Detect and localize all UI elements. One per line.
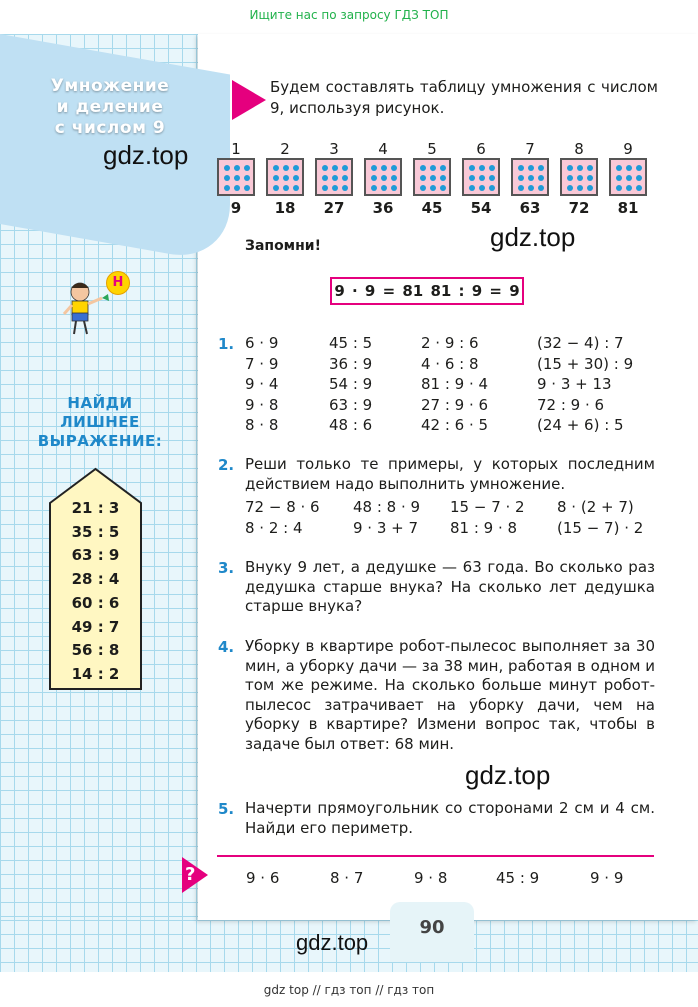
- dot: [430, 175, 436, 181]
- house-expressions: [48, 497, 143, 687]
- product-label: 81: [617, 199, 639, 217]
- quiz-item: 45 : 9: [496, 869, 540, 887]
- watermark: gdz.top: [465, 760, 551, 790]
- dot: [587, 185, 593, 191]
- hint-badge: Н: [106, 271, 130, 295]
- expression: 4 · 6 : 8: [421, 354, 479, 373]
- expression: 36 : 9: [329, 354, 373, 373]
- exercise-number: 5.: [218, 800, 235, 818]
- exercise-number: 1.: [218, 335, 235, 353]
- watermark: gdz.top: [490, 222, 576, 252]
- top-banner: Ищите нас по запросу ГДЗ ТОП: [249, 8, 449, 22]
- topic-line: с числом 9: [54, 118, 166, 138]
- find-extra-title: [30, 394, 170, 451]
- dot-grid-icon: [315, 158, 353, 196]
- dot: [489, 185, 495, 191]
- topic-line: и деление: [56, 97, 164, 117]
- dot: [273, 185, 279, 191]
- ex2-column: [245, 497, 320, 538]
- dot: [293, 185, 299, 191]
- product-label: 72: [568, 199, 590, 217]
- dot: [224, 185, 230, 191]
- dot: [273, 175, 279, 181]
- dot: [538, 175, 544, 181]
- expression: (15 − 7) · 2: [557, 518, 644, 537]
- dot: [636, 175, 642, 181]
- dot-square: [557, 140, 601, 218]
- dot: [469, 165, 475, 171]
- exercise-number: 3.: [218, 559, 235, 577]
- dot: [430, 165, 436, 171]
- expression: (15 + 30) : 9: [537, 354, 634, 373]
- dot: [430, 185, 436, 191]
- dot: [244, 185, 250, 191]
- dot: [371, 175, 377, 181]
- expression: 8 · 8: [245, 416, 279, 434]
- dot: [479, 175, 485, 181]
- dot: [636, 185, 642, 191]
- dot: [518, 165, 524, 171]
- expression: 45 : 5: [329, 334, 373, 352]
- factor-label: 1: [231, 140, 241, 158]
- expression: 48 : 6: [329, 416, 373, 434]
- expression: 9 · 3 + 13: [537, 375, 612, 393]
- expression: 8 · (2 + 7): [557, 498, 634, 516]
- dot: [342, 165, 348, 171]
- dot: [381, 185, 387, 191]
- expression: 63 : 9: [329, 395, 373, 414]
- dot: [283, 165, 289, 171]
- factor-label: 9: [623, 140, 633, 158]
- dot: [626, 165, 632, 171]
- expression: 48 : 8 · 9: [353, 498, 421, 516]
- expression: (24 + 6) : 5: [537, 416, 624, 434]
- dot: [528, 165, 534, 171]
- dot: [479, 165, 485, 171]
- dot: [538, 185, 544, 191]
- dot-square: [312, 140, 356, 218]
- dot-square: [508, 140, 552, 218]
- dot: [626, 185, 632, 191]
- dot: [224, 175, 230, 181]
- dot: [469, 185, 475, 191]
- ex2-column: [450, 497, 525, 538]
- dot-grid-icon: [364, 158, 402, 196]
- house-expression: 28 : 4: [71, 570, 120, 589]
- quiz-item: 9 · 9: [590, 869, 624, 887]
- dot: [440, 185, 446, 191]
- dot: [616, 175, 622, 181]
- expression: 81 : 9 · 4: [421, 375, 489, 393]
- ex1-column: [421, 333, 488, 436]
- product-label: 45: [421, 199, 443, 217]
- boy-figure-icon: [62, 268, 142, 343]
- expression: 42 : 6 · 5: [421, 416, 489, 434]
- expression: 6 · 9: [245, 334, 279, 352]
- dot: [224, 165, 230, 171]
- dot: [283, 185, 289, 191]
- dot: [587, 175, 593, 181]
- dot-grid-icon: [413, 158, 451, 196]
- expression: 2 · 9 : 6: [421, 334, 479, 352]
- dot: [234, 175, 240, 181]
- dot: [489, 175, 495, 181]
- section-arrow-icon: [232, 80, 266, 120]
- product-label: 54: [470, 199, 492, 217]
- dot: [234, 185, 240, 191]
- dot-square: [361, 140, 405, 218]
- house-expression: 60 : 6: [71, 593, 120, 612]
- remember-heading: Запомни!: [245, 238, 321, 254]
- house-expression: 63 : 9: [71, 546, 120, 565]
- quiz-divider: [217, 855, 654, 857]
- quiz-item: 8 · 7: [330, 869, 364, 887]
- dot: [518, 185, 524, 191]
- factor-label: 8: [574, 140, 584, 158]
- quiz-item: 9 · 6: [246, 869, 280, 887]
- expression: 8 · 2 : 4: [245, 518, 303, 537]
- expression: 15 − 7 · 2: [450, 498, 525, 516]
- dot: [528, 175, 534, 181]
- house-expression: 56 : 8: [71, 641, 120, 660]
- dot: [322, 175, 328, 181]
- dot: [469, 175, 475, 181]
- dot: [577, 175, 583, 181]
- quiz-item: 9 · 8: [414, 869, 448, 887]
- dot: [420, 175, 426, 181]
- expression: 9 · 3 + 7: [353, 518, 419, 537]
- find-extra-title-line: ВЫРАЖЕНИЕ:: [37, 432, 163, 450]
- dot: [332, 185, 338, 191]
- dot: [391, 175, 397, 181]
- product-label: 18: [274, 199, 296, 217]
- exercise-text: Реши только те примеры, у которых последним действием надо выполнить умножение.: [245, 455, 655, 493]
- product-label: 63: [519, 199, 541, 217]
- factor-label: 6: [476, 140, 486, 158]
- dot: [322, 185, 328, 191]
- dot-square: [410, 140, 454, 218]
- dot: [577, 165, 583, 171]
- dot: [420, 165, 426, 171]
- factor-label: 7: [525, 140, 535, 158]
- dot: [283, 175, 289, 181]
- topic-line: Умножение: [50, 76, 170, 96]
- question-icon: [180, 857, 210, 893]
- dot-grid-icon: [217, 158, 255, 196]
- factor-label: 4: [378, 140, 388, 158]
- page-number: 90: [419, 917, 445, 938]
- dot: [567, 185, 573, 191]
- product-label: 27: [323, 199, 345, 217]
- ex1-column: [537, 333, 633, 436]
- dot: [528, 185, 534, 191]
- factor-label: 5: [427, 140, 437, 158]
- dot: [479, 185, 485, 191]
- product-label: 36: [372, 199, 394, 217]
- dot: [567, 165, 573, 171]
- factor-label: 3: [329, 140, 339, 158]
- watermark: gdz.top: [103, 140, 189, 170]
- dot-square: [459, 140, 503, 218]
- dot: [587, 165, 593, 171]
- dot: [567, 175, 573, 181]
- expression: 72 : 9 · 6: [537, 395, 605, 414]
- dot-grid-icon: [609, 158, 647, 196]
- expression: 7 · 9: [245, 354, 279, 373]
- rule-box: 9 · 9 = 81 81 : 9 = 9: [330, 277, 524, 305]
- intro-text: Будем составлять таблицу умножения с числом 9, используя рисунок.: [270, 78, 658, 117]
- dot: [616, 165, 622, 171]
- dot-squares-row: [214, 140, 664, 220]
- ex1-column: [245, 333, 278, 436]
- find-extra-title-line: НАЙДИ: [67, 394, 133, 412]
- dot: [273, 165, 279, 171]
- exercise-number: 4.: [218, 638, 235, 656]
- exercise-text: Внуку 9 лет, а дедушке — 63 года. Во сколько раз дедушка старше внука? На сколько лет дедушка старше внука?: [245, 558, 655, 615]
- dot: [391, 185, 397, 191]
- expression: 81 : 9 · 8: [450, 518, 518, 537]
- dot: [371, 185, 377, 191]
- exercise-number: 2.: [218, 456, 235, 474]
- dot: [381, 175, 387, 181]
- dot: [332, 165, 338, 171]
- house-expression: 14 : 2: [71, 664, 120, 683]
- dot: [616, 185, 622, 191]
- expression: 9 · 4: [245, 375, 279, 393]
- dot: [332, 175, 338, 181]
- dot: [371, 165, 377, 171]
- dot: [626, 175, 632, 181]
- expression: 27 : 9 · 6: [421, 395, 489, 414]
- dot-square: [606, 140, 650, 218]
- question-mark: ?: [185, 864, 196, 885]
- factor-label: 2: [280, 140, 290, 158]
- find-extra-title-line: ЛИШНЕЕ: [60, 413, 140, 431]
- dot: [342, 185, 348, 191]
- expression: 72 − 8 · 6: [245, 498, 320, 516]
- dot-grid-icon: [462, 158, 500, 196]
- dot: [234, 165, 240, 171]
- dot: [577, 185, 583, 191]
- dot-square: [263, 140, 307, 218]
- dot-grid-icon: [266, 158, 304, 196]
- exercise-text: Начерти прямоугольник со сторонами 2 см и 4 см. Найди его периметр.: [245, 799, 655, 837]
- expression: 54 : 9: [329, 375, 373, 393]
- dot: [636, 165, 642, 171]
- ex2-column: [557, 497, 643, 538]
- house-expression: 35 : 5: [71, 522, 120, 541]
- dot: [381, 165, 387, 171]
- product-label: 9: [230, 199, 242, 217]
- dot: [440, 165, 446, 171]
- dot: [420, 185, 426, 191]
- dot: [440, 175, 446, 181]
- dot: [538, 165, 544, 171]
- ex2-column: [353, 497, 420, 538]
- dot: [391, 165, 397, 171]
- dot-grid-icon: [560, 158, 598, 196]
- bottom-banner: gdz top // гдз топ // гдз топ: [263, 983, 435, 997]
- house-expression: 21 : 3: [71, 499, 120, 517]
- exercise-text: Уборку в квартире робот-пылесос выполняет за 30 мин, а уборку дачи — за 38 мин, работая в одном и том же режиме. На сколько больше минут робот-пылесос затрачивает на уборку дачи, чем на уборку в квартире? Измени вопрос так, чтобы в задаче был ответ: 68 мин.: [245, 637, 655, 753]
- dot: [322, 165, 328, 171]
- watermark: gdz.top: [296, 930, 369, 955]
- topic-title: [40, 76, 180, 139]
- ex1-column: [329, 333, 372, 436]
- dot: [244, 165, 250, 171]
- dot: [244, 175, 250, 181]
- dot: [293, 165, 299, 171]
- dot: [293, 175, 299, 181]
- expression: (32 − 4) : 7: [537, 334, 624, 352]
- expression: 9 · 8: [245, 395, 279, 414]
- dot: [518, 175, 524, 181]
- house-expression: 49 : 7: [71, 617, 120, 636]
- dot-grid-icon: [511, 158, 549, 196]
- dot: [342, 175, 348, 181]
- dot-square: [214, 140, 258, 218]
- dot: [489, 165, 495, 171]
